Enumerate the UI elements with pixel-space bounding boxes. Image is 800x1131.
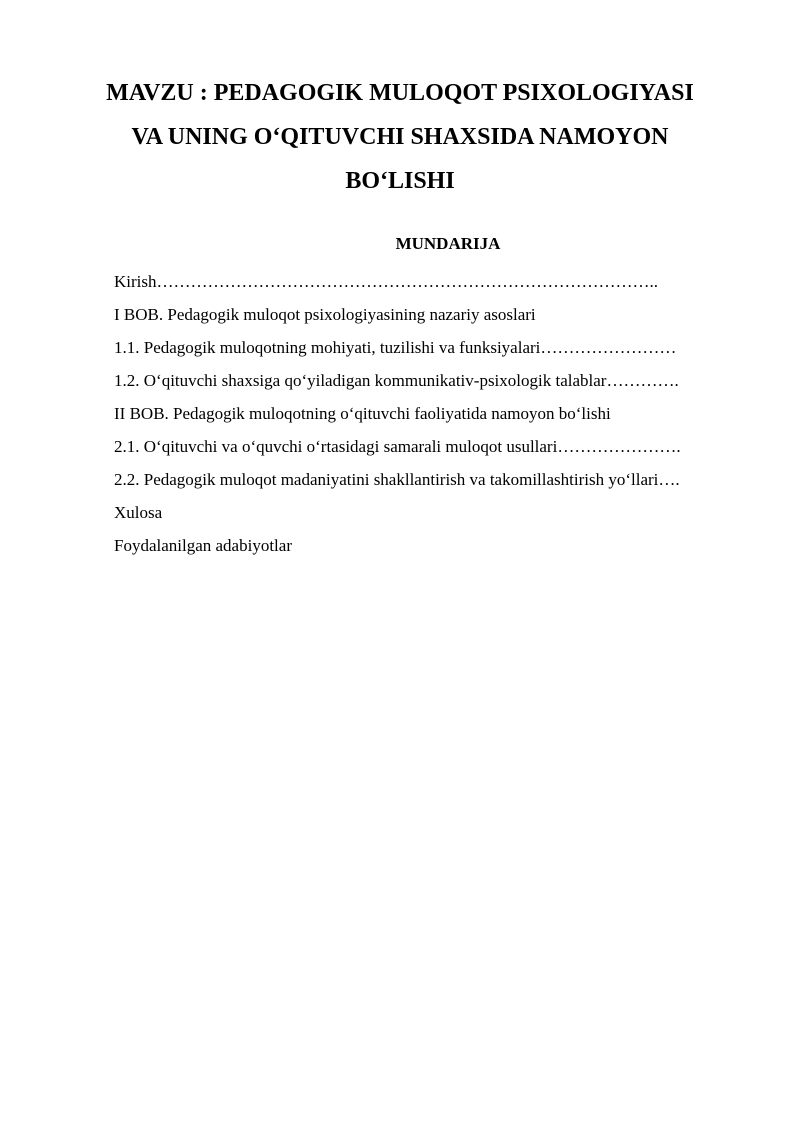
toc-item-intro: Kirish…………………………………………………………………………….. (114, 272, 658, 291)
toc-item-section-2-1: 2.1. O‘qituvchi va o‘quvchi o‘rtasidagi samarali muloqot usullari…………………. (114, 437, 681, 456)
table-of-contents (114, 265, 764, 562)
toc-item-chapter-1: I BOB. Pedagogik muloqot psixologiyasining nazariy asoslari (114, 305, 536, 324)
toc-item-references: Foydalanilgan adabiyotlar (114, 536, 292, 555)
toc-heading: MUNDARIJA (395, 234, 501, 253)
toc-item-conclusion: Xulosa (114, 503, 163, 522)
toc-item-section-2-2: 2.2. Pedagogik muloqot madaniyatini shakllantirish va takomillashtirish yo‘llari…. (114, 470, 680, 489)
toc-item-section-1-2: 1.2. O‘qituvchi shaxsiga qo‘yiladigan kommunikativ-psixologik talablar…………. (114, 371, 679, 390)
document-title: MAVZU : PEDAGOGIK MULOQOT PSIXOLOGIYASI VA UNING O‘QITUVCHI SHAXSIDA NAMOYON BO‘LISHI (106, 80, 694, 194)
toc-item-section-1-1: 1.1. Pedagogik muloqotning mohiyati, tuzilishi va funksiyalari…………………… (114, 338, 677, 357)
toc-item-chapter-2: II BOB. Pedagogik muloqotning o‘qituvchi faoliyatida namoyon bo‘lishi (114, 404, 611, 423)
